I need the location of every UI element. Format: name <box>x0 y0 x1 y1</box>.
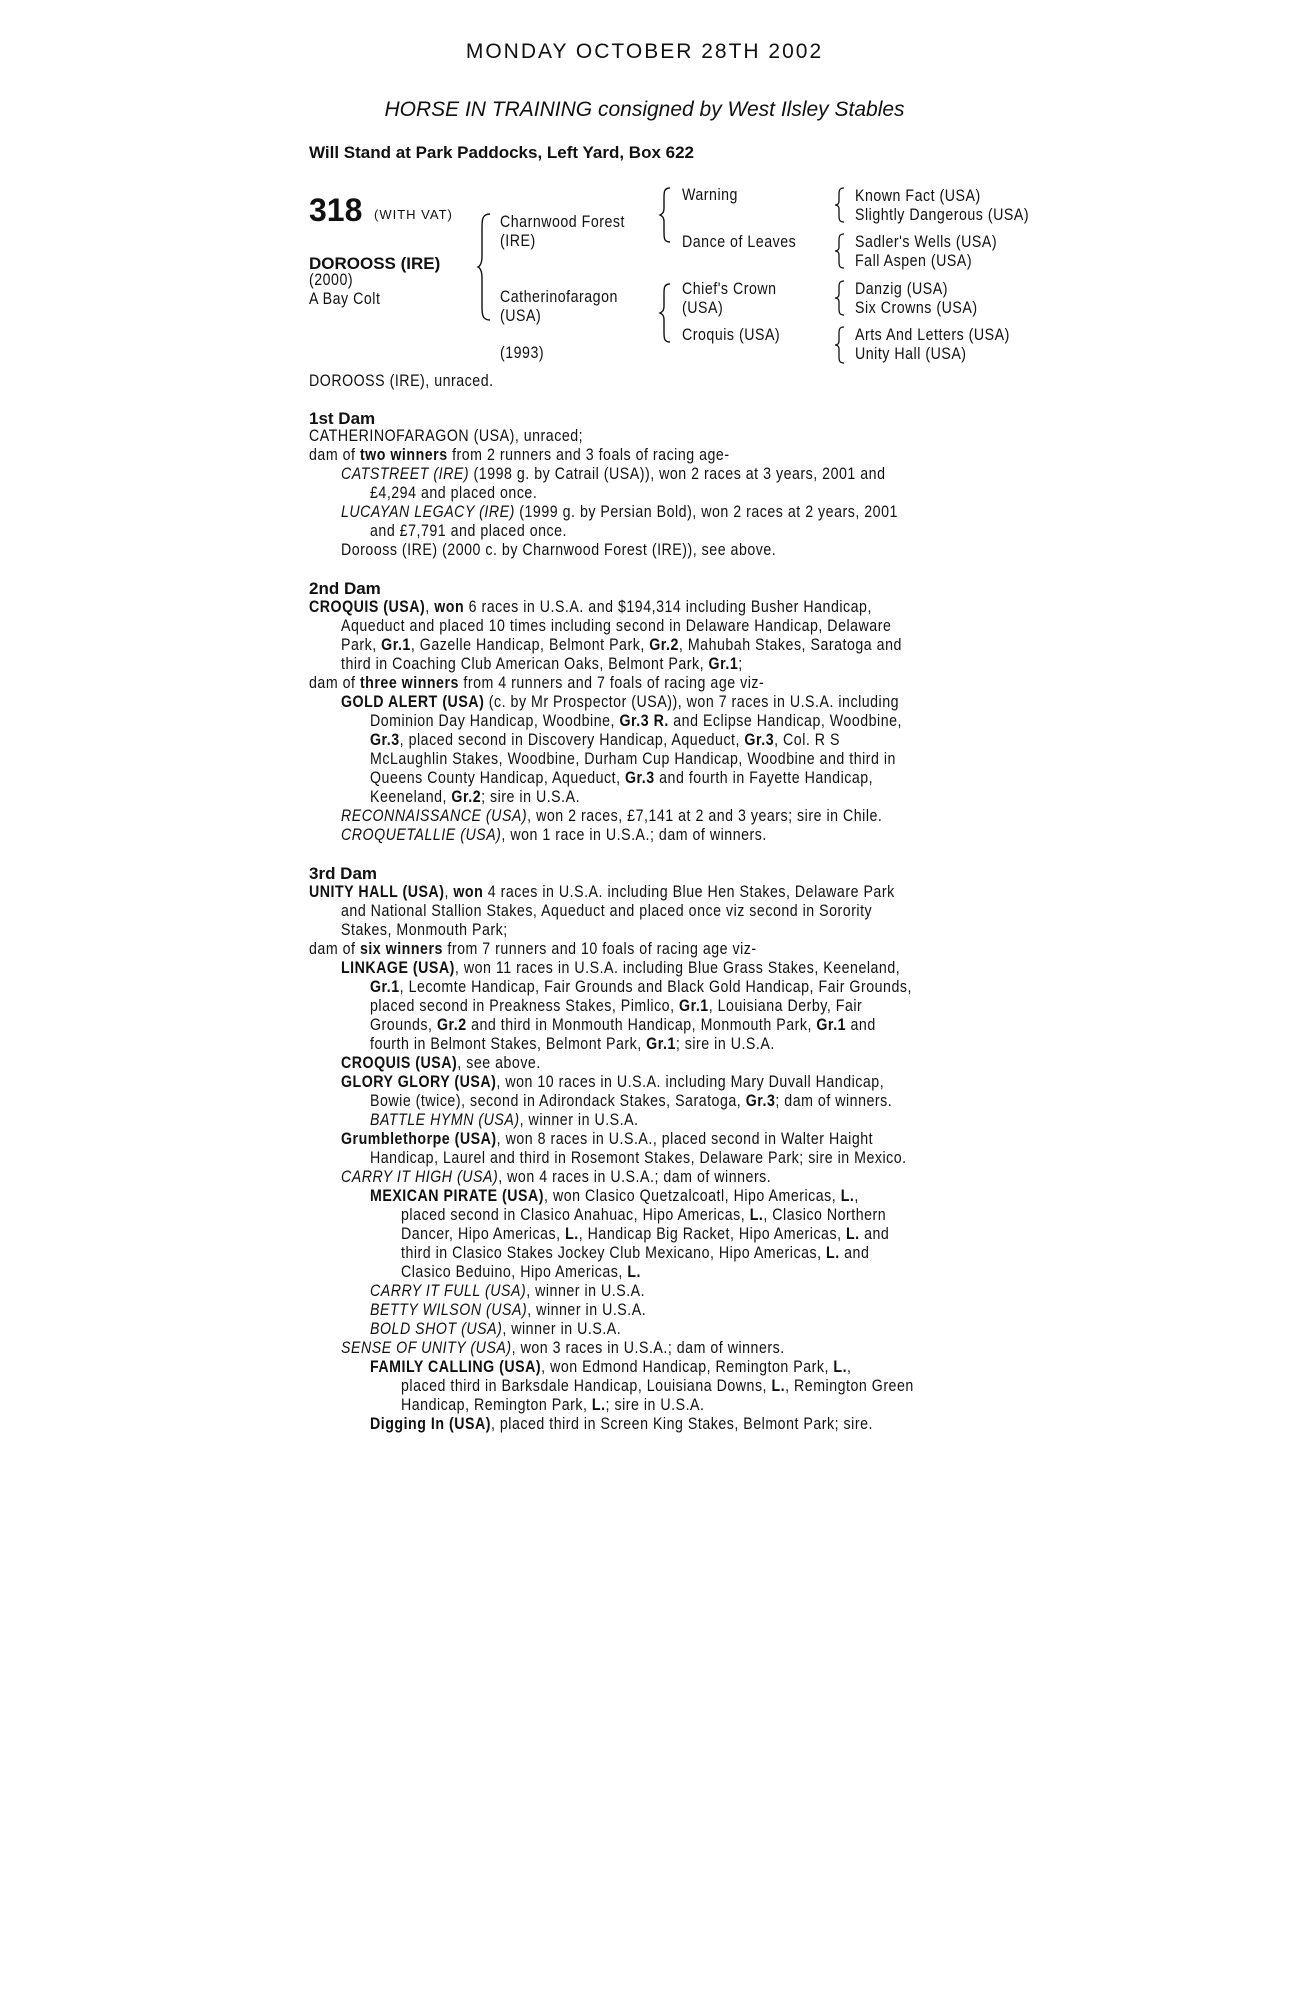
pedigree-bracket-g3-3 <box>835 280 849 316</box>
third-dam-heading: 3rd Dam <box>309 864 378 883</box>
third-dam-line: CROQUIS (USA), see above. <box>341 1054 541 1072</box>
second-dam-line: Keeneland, Gr.2; sire in U.S.A. <box>370 788 581 806</box>
pedigree-gen3-item: Fall Aspen (USA) <box>855 252 973 270</box>
third-dam-line: MEXICAN PIRATE (USA), won Clasico Quetzalcoatl, Hipo Americas, L., <box>370 1187 859 1205</box>
first-dam-line: CATHERINOFARAGON (USA), unraced; <box>309 427 584 445</box>
pedigree-gen2-item: Dance of Leaves <box>682 233 797 251</box>
first-dam-line: CATSTREET (IRE) (1998 g. by Catrail (USA)), won 2 races at 3 years, 2001 and <box>341 465 886 483</box>
third-dam-line: placed second in Clasico Anahuac, Hipo Americas, L., Clasico Northern <box>401 1206 887 1224</box>
third-dam-line: LINKAGE (USA), won 11 races in U.S.A. including Blue Grass Stakes, Keeneland, <box>341 959 901 977</box>
third-dam-line: FAMILY CALLING (USA), won Edmond Handicap, Remington Park, L., <box>370 1358 852 1376</box>
second-dam-line: Park, Gr.1, Gazelle Handicap, Belmont Park, Gr.2, Mahubah Stakes, Saratoga and <box>341 636 902 654</box>
pedigree-gen3-item: Arts And Letters (USA) <box>855 326 1010 344</box>
first-dam-line: dam of two winners from 2 runners and 3 foals of racing age- <box>309 446 730 464</box>
pedigree-gen2-item: Chief's Crown <box>682 280 777 298</box>
pedigree-bracket-main <box>478 212 498 322</box>
third-dam-line: and National Stallion Stakes, Aqueduct and placed once viz second in Sorority <box>341 902 873 920</box>
pedigree-dam-country: (USA) <box>500 307 542 325</box>
foaling-year: (2000) <box>309 271 354 289</box>
pedigree-bracket-g3-1 <box>835 187 849 223</box>
third-dam-line: SENSE OF UNITY (USA), won 3 races in U.S.A.; dam of winners. <box>341 1339 785 1357</box>
pedigree-gen3-item: Unity Hall (USA) <box>855 345 967 363</box>
sale-date: MONDAY OCTOBER 28TH 2002 <box>465 40 824 63</box>
third-dam-line: Stakes, Monmouth Park; <box>341 921 508 939</box>
third-dam-line: Bowie (twice), second in Adirondack Stakes, Saratoga, Gr.3; dam of winners. <box>370 1092 893 1110</box>
third-dam-line: fourth in Belmont Stakes, Belmont Park, Gr.1; sire in U.S.A. <box>370 1035 775 1053</box>
pedigree-sire-country: (IRE) <box>500 232 536 250</box>
third-dam-line: placed second in Preakness Stakes, Pimlico, Gr.1, Louisiana Derby, Fair <box>370 997 863 1015</box>
second-dam-line: Aqueduct and placed 10 times including second in Delaware Handicap, Delaware <box>341 617 892 635</box>
pedigree-bracket-dam <box>660 282 680 344</box>
second-dam-line: GOLD ALERT (USA) (c. by Mr Prospector (USA)), won 7 races in U.S.A. including <box>341 693 900 711</box>
second-dam-line: CROQUIS (USA), won 6 races in U.S.A. and $194,314 including Busher Handicap, <box>309 598 872 616</box>
vat-note: (WITH VAT) <box>374 207 453 222</box>
first-dam-line: £4,294 and placed once. <box>370 484 538 502</box>
third-dam-line: placed third in Barksdale Handicap, Louisiana Downs, L., Remington Green <box>401 1377 914 1395</box>
third-dam-line: Digging In (USA), placed third in Screen King Stakes, Belmont Park; sire. <box>370 1415 873 1433</box>
first-dam-heading: 1st Dam <box>309 409 376 428</box>
second-dam-line: McLaughlin Stakes, Woodbine, Durham Cup Handicap, Woodbine and third in <box>370 750 896 768</box>
first-dam-line: and £7,791 and placed once. <box>370 522 567 540</box>
stand-location: Will Stand at Park Paddocks, Left Yard, Box 622 <box>309 143 694 162</box>
second-dam-line: Queens County Handicap, Aqueduct, Gr.3 and fourth in Fayette Handicap, <box>370 769 874 787</box>
second-dam-line: RECONNAISSANCE (USA), won 2 races, £7,141 at 2 and 3 years; sire in Chile. <box>341 807 883 825</box>
third-dam-line: BOLD SHOT (USA), winner in U.S.A. <box>370 1320 622 1338</box>
consignment-line: HORSE IN TRAINING consigned by West Ilsley Stables <box>384 98 905 121</box>
third-dam-line: CARRY IT HIGH (USA), won 4 races in U.S.A.; dam of winners. <box>341 1168 772 1186</box>
pedigree-gen3-item: Six Crowns (USA) <box>855 299 978 317</box>
pedigree-gen2-item: (USA) <box>682 299 724 317</box>
third-dam-line: BATTLE HYMN (USA), winner in U.S.A. <box>370 1111 639 1129</box>
second-dam-line: dam of three winners from 4 runners and 7 foals of racing age viz- <box>309 674 765 692</box>
third-dam-line: dam of six winners from 7 runners and 10 foals of racing age viz- <box>309 940 757 958</box>
second-dam-line: CROQUETALLIE (USA), won 1 race in U.S.A.; dam of winners. <box>341 826 767 844</box>
third-dam-line: Handicap, Remington Park, L.; sire in U.S.A. <box>401 1396 705 1414</box>
third-dam-line: Handicap, Laurel and third in Rosemont Stakes, Delaware Park; sire in Mexico. <box>370 1149 907 1167</box>
first-dam-line: Dorooss (IRE) (2000 c. by Charnwood Forest (IRE)), see above. <box>341 541 777 559</box>
third-dam-line: Gr.1, Lecomte Handicap, Fair Grounds and Black Gold Handicap, Fair Grounds, <box>370 978 912 996</box>
horse-name: DOROOSS (IRE) <box>309 254 441 273</box>
lot-number: 318 <box>309 192 363 228</box>
third-dam-line: Clasico Beduino, Hipo Americas, L. <box>401 1263 641 1281</box>
third-dam-line: GLORY GLORY (USA), won 10 races in U.S.A. including Mary Duvall Handicap, <box>341 1073 885 1091</box>
pedigree-bracket-g3-4 <box>835 326 849 364</box>
pedigree-gen3-item: Slightly Dangerous (USA) <box>855 206 1030 224</box>
pedigree-dam-year: (1993) <box>500 344 545 362</box>
pedigree-gen3-item: Danzig (USA) <box>855 280 948 298</box>
second-dam-line: third in Coaching Club American Oaks, Belmont Park, Gr.1; <box>341 655 743 673</box>
third-dam-line: BETTY WILSON (USA), winner in U.S.A. <box>370 1301 647 1319</box>
third-dam-line: CARRY IT FULL (USA), winner in U.S.A. <box>370 1282 646 1300</box>
second-dam-heading: 2nd Dam <box>309 579 381 598</box>
pedigree-gen2-item: Croquis (USA) <box>682 326 781 344</box>
pedigree-gen3-item: Known Fact (USA) <box>855 187 981 205</box>
pedigree-gen2-item: Warning <box>682 186 738 204</box>
third-dam-line: UNITY HALL (USA), won 4 races in U.S.A. including Blue Hen Stakes, Delaware Park <box>309 883 895 901</box>
third-dam-line: Grounds, Gr.2 and third in Monmouth Handicap, Monmouth Park, Gr.1 and <box>370 1016 876 1034</box>
third-dam-line: Dancer, Hipo Americas, L., Handicap Big Racket, Hipo Americas, L. and <box>401 1225 890 1243</box>
lot-summary: DOROOSS (IRE), unraced. <box>309 372 494 390</box>
third-dam-line: Grumblethorpe (USA), won 8 races in U.S.A., placed second in Walter Haight <box>341 1130 874 1148</box>
pedigree-bracket-g3-2 <box>835 233 849 269</box>
second-dam-line: Dominion Day Handicap, Woodbine, Gr.3 R. and Eclipse Handicap, Woodbine, <box>370 712 902 730</box>
first-dam-line: LUCAYAN LEGACY (IRE) (1999 g. by Persian Bold), won 2 races at 2 years, 2001 <box>341 503 898 521</box>
third-dam-line: third in Clasico Stakes Jockey Club Mexicano, Hipo Americas, L. and <box>401 1244 870 1262</box>
second-dam-line: Gr.3, placed second in Discovery Handicap, Aqueduct, Gr.3, Col. R S <box>370 731 841 749</box>
pedigree-bracket-sire <box>660 186 680 244</box>
pedigree-sire: Charnwood Forest <box>500 213 625 231</box>
pedigree-dam: Catherinofaragon <box>500 288 618 306</box>
horse-description: A Bay Colt <box>309 290 381 308</box>
pedigree-gen3-item: Sadler's Wells (USA) <box>855 233 998 251</box>
